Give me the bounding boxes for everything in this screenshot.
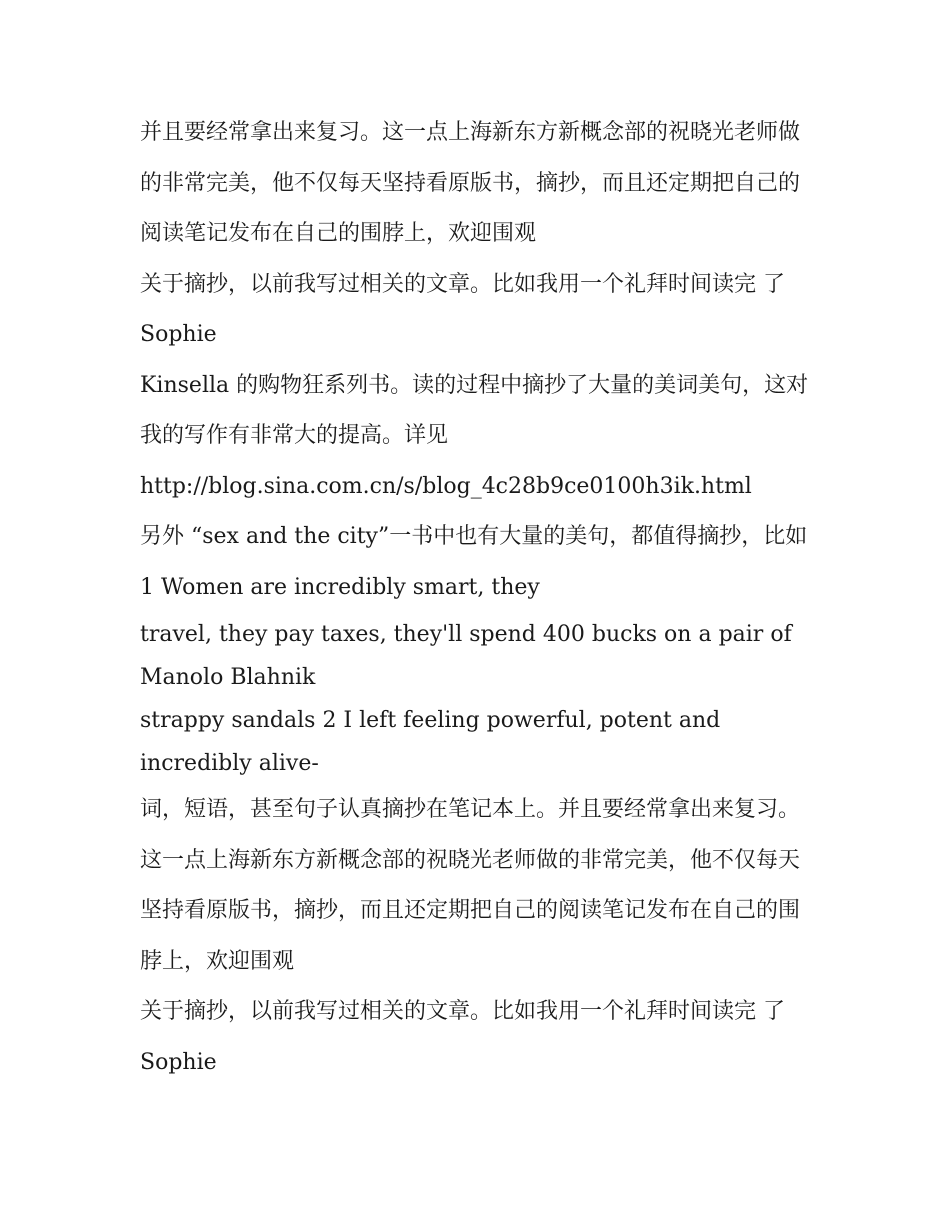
paragraph-quote-sandals: strappy sandals 2 I left feeling powerful, potent and incredibly alive- bbox=[140, 708, 721, 776]
paragraph-kinsella-link: Kinsella 的购物狂系列书。读的过程中摘抄了大量的美词美句，这对我的写作有非常大的提高。详见 http://blog.sina.com.cn/s/blog_4c28b9ce0100h3ik.html bbox=[140, 372, 809, 499]
paragraph-quote-travel: travel, they pay taxes, they'll spend 400 bucks on a pair of Manolo Blahnik bbox=[140, 622, 792, 690]
document-body bbox=[140, 108, 820, 1088]
paragraph-about-excerpts-repeat: 关于摘抄，以前我写过相关的文章。比如我用一个礼拜时间读完 了 Sophie bbox=[140, 999, 785, 1075]
paragraph-review-notes: 并且要经常拿出来复习。这一点上海新东方新概念部的祝晓光老师做的非常完美，他不仅每天坚持看原版书，摘抄，而且还定期把自己的阅读笔记发布在自己的围脖上，欢迎围观 bbox=[140, 120, 801, 246]
paragraph-words-phrases: 词，短语，甚至句子认真摘抄在笔记本上。并且要经常拿出来复习。这一点上海新东方新概念部的祝晓光老师做的非常完美，他不仅每天坚持看原版书，摘抄，而且还定期把自己的阅读笔记发布在自己的围脖上，欢迎围观 bbox=[140, 797, 801, 974]
paragraph-sex-and-the-city: 另外 “sex and the city”一书中也有大量的美句，都值得摘抄，比如 1 Women are incredibly smart, they bbox=[140, 524, 808, 600]
paragraph-about-excerpts: 关于摘抄，以前我写过相关的文章。比如我用一个礼拜时间读完 了 Sophie bbox=[140, 271, 785, 347]
